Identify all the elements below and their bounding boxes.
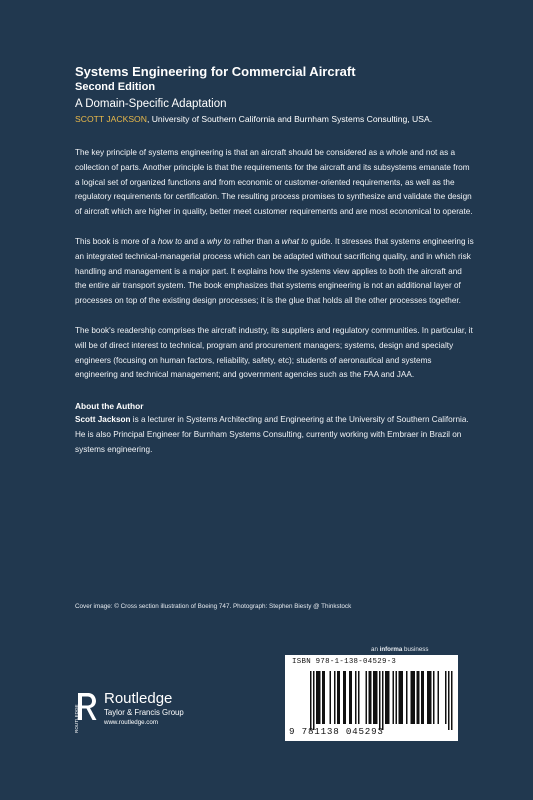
barcode-bar xyxy=(370,671,372,724)
barcode-bar xyxy=(387,671,389,724)
barcode-digits: 9 781138 045293 xyxy=(289,726,384,737)
barcode-bar xyxy=(373,671,375,724)
barcode-bar xyxy=(334,671,336,724)
barcode-bar xyxy=(337,671,339,724)
about-author-heading: About the Author xyxy=(75,401,144,412)
barcode-bar xyxy=(369,671,371,724)
barcode-bar xyxy=(382,671,384,730)
barcode-bar xyxy=(414,671,416,724)
cover-text xyxy=(75,64,475,458)
barcode-bar xyxy=(433,671,435,724)
barcode-bar xyxy=(322,671,324,724)
barcode-bar xyxy=(318,671,320,724)
barcode-bar xyxy=(345,671,347,724)
barcode-bar xyxy=(324,671,326,724)
barcode-bar xyxy=(310,671,312,730)
barcode-bar xyxy=(430,671,432,724)
barcode-bar xyxy=(366,671,368,724)
author-name: SCOTT JACKSON xyxy=(75,114,147,124)
barcode-bar xyxy=(438,671,440,724)
book-title: Systems Engineering for Commercial Aircraft xyxy=(75,64,356,79)
cover-image-credit: Cover image: © Cross section illustration of Boeing 747. Photograph: Stephen Biesty @ Thinkstock xyxy=(75,603,352,610)
barcode-bar xyxy=(375,671,377,724)
barcode-bar xyxy=(313,671,315,730)
barcode-bar xyxy=(316,671,318,724)
barcode-bar xyxy=(418,671,420,724)
publisher-block xyxy=(104,690,184,727)
barcode-bar xyxy=(421,671,423,724)
barcode-bar xyxy=(400,671,402,724)
author-line xyxy=(75,112,475,126)
barcode-bar xyxy=(385,671,387,724)
barcode-bar xyxy=(388,671,390,724)
barcode-bar xyxy=(399,671,401,724)
publisher-url: www.routledge.com xyxy=(104,719,158,726)
publisher-name: Routledge xyxy=(104,690,173,707)
barcode-bar xyxy=(427,671,429,724)
barcode-bar xyxy=(376,671,378,724)
barcode-bar xyxy=(402,671,404,724)
barcode-bar xyxy=(451,671,453,730)
barcode-bar xyxy=(330,671,332,724)
about-author-name: Scott Jackson xyxy=(75,415,131,425)
isbn-label: ISBN 978-1-138-04529-3 xyxy=(292,658,397,666)
barcode-bar xyxy=(349,671,351,724)
informa-business-label: an informa business xyxy=(371,646,429,653)
barcode-bar xyxy=(393,671,395,724)
barcode-bar xyxy=(423,671,425,724)
barcode-bar xyxy=(445,671,447,724)
barcode-bar xyxy=(412,671,414,724)
barcode-bar xyxy=(355,671,357,724)
barcode-bar xyxy=(339,671,341,724)
book-subtitle: A Domain-Specific Adaptation xyxy=(75,98,227,110)
barcode-bar xyxy=(429,671,431,724)
barcode-bar xyxy=(379,671,381,730)
barcode-bar xyxy=(358,671,360,724)
routledge-logo-icon xyxy=(75,690,101,739)
barcode-bar xyxy=(417,671,419,724)
barcode-bar xyxy=(343,671,345,724)
about-author-text: Scott Jackson is a lecturer in Systems Architecting and Engineering at the University of Southern California. He is also Principal Engineer for Burnham Systems Consulting, currently working with Embraer in Brazil on systems engineering. xyxy=(75,415,469,454)
description-paragraph-2: This book is more of a how to and a why to rather than a what to guide. It stresses that systems engineering is an integrated technical-managerial process which can be adapted without sacrificing quality, and in which risk handling and management is a major part. It explains how the systems view applies to both the aircraft and the entire air transport system. The book emphasizes that systems engineering is not an additional layer of processes on top of the existing design processes; it is the glue that holds all the other processes together. xyxy=(75,236,474,306)
edition-label: Second Edition xyxy=(75,81,156,93)
publisher-group: Taylor & Francis Group xyxy=(104,708,184,717)
barcode-bar xyxy=(411,671,413,724)
description-paragraph-3: The book's readership comprises the aircraft industry, its suppliers and regulatory communities. In particular, it will be of direct interest to technical, program and procurement managers; systems, design and specialty engineers (focusing on human factors, reliability, safety, etc); students of aeronautical and systems engineering and technical management; and government agencies such as the FAA and JAA. xyxy=(75,325,473,380)
barcode-bar xyxy=(406,671,408,724)
description-paragraph-1: The key principle of systems engineering is that an aircraft should be considered as a whole and not as a collection of parts. Another principle is that the requirements for the aircraft and its subsystems emanate from a logical set of organized functions and from economic or customer-oriented requirements, as well as the regulatory requirements for certification. The resulting process promises to synthesize and validate the design of aircraft which are higher in quality, better meet customer requirements and are most economical to operate. xyxy=(75,148,473,217)
barcode-bar xyxy=(351,671,353,724)
barcode-bar xyxy=(319,671,321,724)
routledge-side-text: ROUTLEDGE xyxy=(74,704,79,733)
author-affiliation: , University of Southern California and Burnham Systems Consulting, USA. xyxy=(146,114,433,124)
barcode-bar xyxy=(448,671,450,730)
barcode-bar xyxy=(396,671,398,724)
